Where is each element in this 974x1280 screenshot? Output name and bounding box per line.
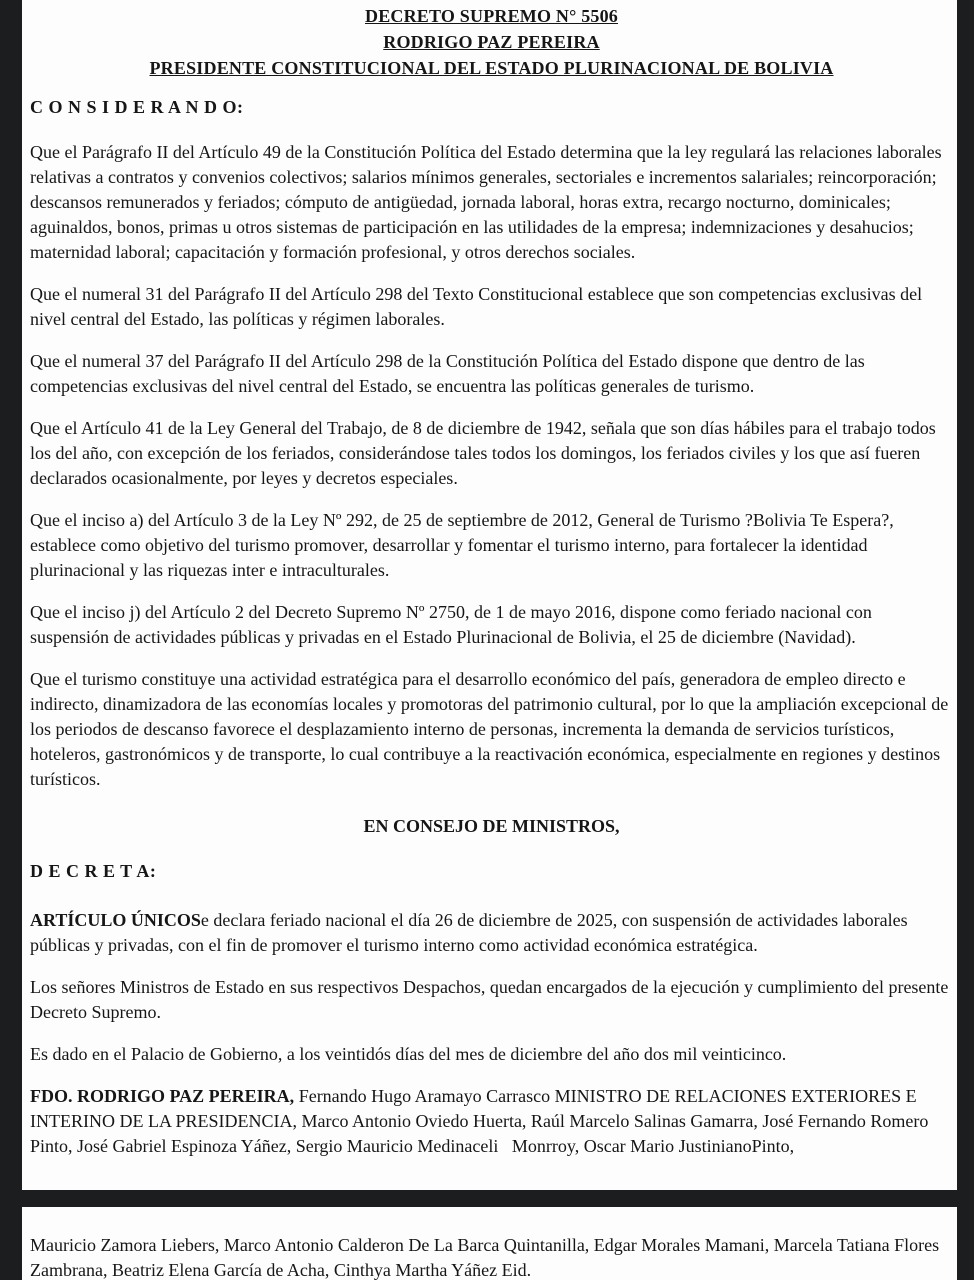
signatures-continued-paragraph: Mauricio Zamora Liebers, Marco Antonio Calderon De La Barca Quintanilla, Edgar Morales Mamani, Marcela Tatiana Flores Zambrana, Beatriz Elena García de Acha, Cinthya Martha Yáñez Eid. xyxy=(30,1235,940,1280)
considerando-paragraph-7: Que el turismo constituye una actividad estratégica para el desarrollo económico del país, generadora de empleo directo e indirecto, dinamizadora de las economías locales y promotoras del patrimonio cultural, por lo que la ampliación excepcional de los periodos de descanso favorece el desplazamiento interno de personas, incrementa la demanda de servicios turísticos, hoteleros, gastronómicos y de transporte, lo cual contribuye a la reactivación económica, especialmente en regiones y destinos turísticos. xyxy=(30,669,949,789)
decreta-label: D E C R E T A: xyxy=(30,861,157,881)
president-name-line: RODRIGO PAZ PEREIRA xyxy=(383,32,600,52)
ministers-charge-paragraph: Los señores Ministros de Estado en sus respectivos Despachos, quedan encargados de la ejecución y cumplimiento del presente Decreto Supremo. xyxy=(30,977,949,1022)
considerando-paragraph-4: Que el Artículo 41 de la Ley General del Trabajo, de 8 de diciembre de 1942, señala que son días hábiles para el trabajo todos los del año, con excepción de los feriados, considerándose tales todos los domingos, los feriados civiles y los que así fueren declarados ocasionalmente, por leyes y decretos especiales. xyxy=(30,418,936,488)
place-date-paragraph: Es dado en el Palacio de Gobierno, a los veintidós días del mes de diciembre del año dos mil veinticinco. xyxy=(30,1044,787,1064)
signatures-names: Fernando Hugo Aramayo Carrasco MINISTRO DE RELACIONES EXTERIORES E INTERINO DE LA PRESIDENCIA, Marco Antonio Oviedo Huerta, Raúl Marcelo Salinas Gamarra, José Fernando Romero Pinto, José Gabriel Espinoza Yáñez, Sergio Mauricio Medinaceli Monrroy, Oscar Mario JustinianoPinto, xyxy=(30,1086,933,1156)
decree-title: DECRETO SUPREMO N° 5506 xyxy=(365,6,618,26)
decree-page-1 xyxy=(22,0,957,1190)
articulo-unico-label: ARTÍCULO ÚNICOS xyxy=(30,910,201,930)
consejo-de-ministros-line: EN CONSEJO DE MINISTROS, xyxy=(363,816,620,836)
president-role-line: PRESIDENTE CONSTITUCIONAL DEL ESTADO PLURINACIONAL DE BOLIVIA xyxy=(149,58,834,78)
considerando-label: C O N S I D E R A N D O: xyxy=(30,97,244,117)
considerando-paragraph-2: Que el numeral 31 del Parágrafo II del Artículo 298 del Texto Constitucional establece que son competencias exclusivas del nivel central del Estado, las políticas y régimen laborales. xyxy=(30,284,923,329)
considerando-paragraph-6: Que el inciso j) del Artículo 2 del Decreto Supremo Nº 2750, de 1 de mayo 2016, dispone como feriado nacional con suspensión de actividades públicas y privadas en el Estado Plurinacional de Bolivia, el 25 de diciembre (Navidad). xyxy=(30,602,872,647)
fdo-label: FDO. RODRIGO PAZ PEREIRA, xyxy=(30,1086,295,1106)
signatures-paragraph xyxy=(30,1084,953,1159)
decree-page-2 xyxy=(22,1207,957,1280)
articulo-unico-paragraph xyxy=(30,908,953,958)
considerando-paragraph-3: Que el numeral 37 del Parágrafo II del Artículo 298 de la Constitución Política del Estado dispone que dentro de las competencias exclusivas del nivel central del Estado, se encuentra las políticas generales de turismo. xyxy=(30,351,865,396)
articulo-unico-text: e declara feriado nacional el día 26 de diciembre de 2025, con suspensión de actividades laborales públicas y privadas, con el fin de promover el turismo interno como actividad económica estratégica. xyxy=(30,910,908,955)
considerando-paragraph-5: Que el inciso a) del Artículo 3 de la Ley Nº 292, de 25 de septiembre de 2012, General de Turismo ?Bolivia Te Espera?, establece como objetivo del turismo promover, desarrollar y fomentar el turismo interno, para fortalecer la identidad plurinacional y las riquezas inter e intraculturales. xyxy=(30,510,894,580)
page-separator-band xyxy=(0,1190,974,1207)
decree-header xyxy=(30,3,953,81)
considerando-paragraph-1: Que el Parágrafo II del Artículo 49 de la Constitución Política del Estado determina que la ley regulará las relaciones laborales relativas a contratos y convenios colectivos; salarios mínimos generales, sectoriales e incrementos salariales; reincorporación; descansos remunerados y feriados; cómputo de antigüedad, jornada laboral, horas extra, recargo nocturno, dominicales; aguinaldos, bonos, primas u otros sistemas de participación en las utilidades de la empresa; indemnizaciones y desahucios; maternidad laboral; capacitación y formación profesional, y otros derechos sociales. xyxy=(30,142,942,262)
